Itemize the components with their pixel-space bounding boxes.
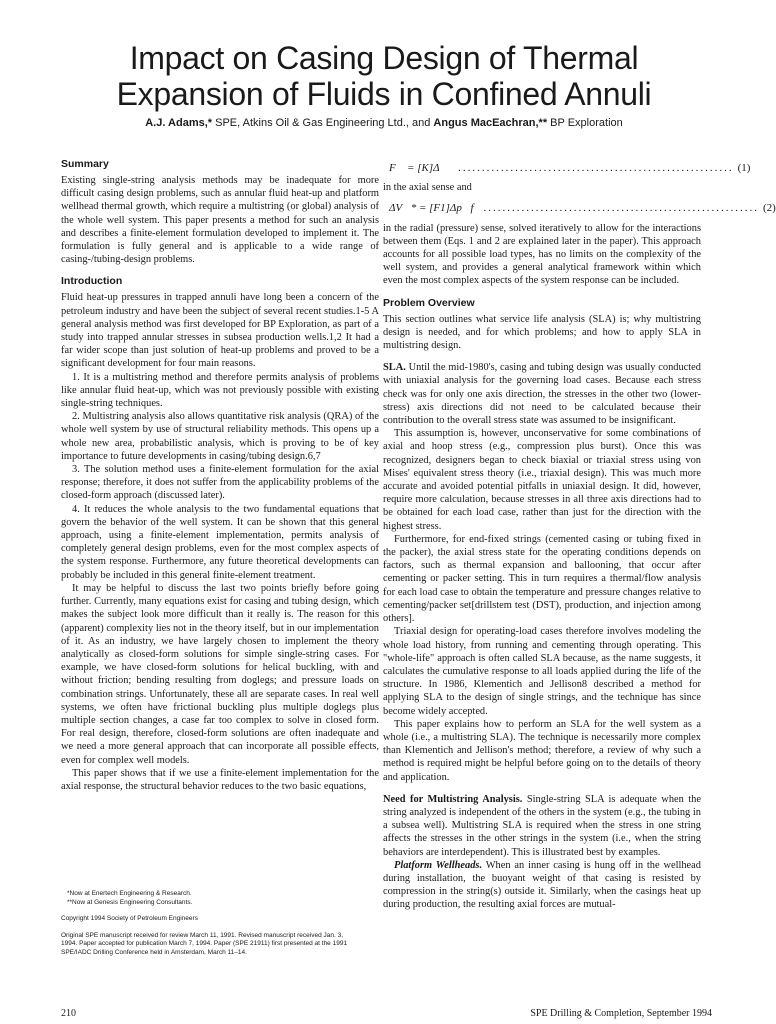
- sla-paragraph-1-text: Until the mid-1980's, casing and tubing design was usually conducted with uniaxial analysis for the governing load cases. Because each stress check was for only one axis direction, the stresses in the other two (lower-stress) axis directions did not need to be calculated because their contribution to the overall stress state was assumed to be insignificant.: [383, 362, 701, 427]
- sla-paragraph-5: This paper explains how to perform an SLA for the well system as a whole (i.e., a multistring SLA). The technique is necessarily more complex than Klementich and Jellison's method; therefore, a review of why such a method is required might be helpful before going on to the details of theory and application.: [383, 718, 701, 783]
- sla-paragraph-3: Furthermore, for end-fixed strings (cemented casing or tubing fixed in the packer), the axial stress state for the operating conditions depends on factors, such as thermal expansion and ballooning, that occur after cementing or packer setting. This in turn requires a thermal/flow analysis for each load case to obtain the temperature and pressure changes relative to cementing/packer set[drillstem test (DST), production, and injection among others].: [383, 533, 701, 625]
- overview-paragraph: This section outlines what service life analysis (SLA) is; why multistring design is needed, and for which problems; and how to apply SLA in multistring design.: [383, 313, 701, 352]
- introduction-heading: Introduction: [61, 275, 123, 288]
- equation-2-number: (2): [763, 202, 776, 215]
- multistring-need-text: Single-string SLA is adequate when the string analyzed is independent of the others in the system (e.g., the tubing in a subsea well). Multistring SLA is required when the stress in one string affects the stresses in the other strings in the system (i.e., when the string behaviors are interdependent). This is illustrated best by examples.: [383, 793, 701, 858]
- multistring-need-run-in-heading: Need for Multistring Analysis.: [383, 793, 523, 805]
- platform-wellheads-text: When an inner casing is hung off in the wellhead during installation, the buoyant weight of that casing is resisted by compression in the string(s) outside it. Similarly, when the casings heat up during production, the resulting axial forces are mutual-: [383, 859, 701, 911]
- page-number: 210: [61, 1008, 76, 1019]
- summary-heading: Summary: [61, 158, 109, 170]
- author-1-affiliation: SPE, Atkins Oil & Gas Engineering Ltd., and: [212, 117, 434, 129]
- multistring-need-paragraph: [383, 793, 701, 859]
- title-line-1: Impact on Casing Design of Thermal: [129, 40, 639, 76]
- equation-1-number: (1): [737, 162, 751, 174]
- copyright-notice: Copyright 1994 Society of Petroleum Engineers: [61, 915, 198, 923]
- intro-paragraph-7: This paper shows that if we use a finite-element implementation for the axial response, the structural behavior reduces to the two basic equations,: [61, 767, 379, 792]
- footnote-2: **Now at Genesis Engineering Consultants.: [67, 898, 193, 906]
- sla-paragraph-1: [383, 361, 701, 427]
- intro-paragraph-3: 2. Multistring analysis also allows quantitative risk analysis (QRA) of the whole well system by use of structural reliability methods. This opens up a whole new area, probabilistic analysis, which is proving to be of key importance to future developments in casing/tubing design.6,7: [61, 411, 379, 462]
- platform-wellheads-run-in-heading: Platform Wellheads.: [394, 859, 483, 871]
- right-column: [383, 158, 776, 912]
- sla-paragraph-4: Triaxial design for operating-load cases therefore involves modeling the whole load history, from running and cementing through operating. This "whole-life" approach is often called SLA because, as the name suggests, it calculates the cumulative response to all loads applied during the life of the structure. In 1986, Klementich and Jellison8 described a method for applying SLA to the design of single strings, and the technique has since become widely accepted.: [383, 626, 701, 717]
- sla-paragraph-2: This assumption is, however, unconservative for some combinations of axial and hoop stress (e.g., compression plus burst). Once this was recognized, designers began to check biaxial or triaxial stress using von Mises' equivalent stress theory (i.e., triaxial design). This was much more accurate and avoided potential pitfalls in uniaxial design. It did, however, require more calculation, because stresses in all three axis directions had to be obtained for each load case, rather than just for the direction with the highest stress.: [383, 428, 701, 532]
- intro-paragraph-1: Fluid heat-up pressures in trapped annuli have long been a concern of the petroleum industry and have been the subject of several recent studies.1-5 A general analysis method was first developed for BP Exploration, as part of a study into trapped annular stresses in subsea production wells.1,2 It had a far wider scope than just solution of heat-up problems and proved to be a significant development for four main reasons.: [61, 292, 379, 370]
- title-line-2: Expansion of Fluids in Confined Annuli: [116, 76, 652, 112]
- author-line: [0, 117, 768, 129]
- intro-paragraph-2: 1. It is a multistring method and therefore permits analysis of problems like annular fluid heat-up, which was not previously possible with existing single-string techniques.: [61, 371, 379, 410]
- equation-explanation: in the radial (pressure) sense, solved iteratively to allow for the interactions between them (Eqs. 1 and 2 are explained later in the paper). This approach accounts for all possible load types, has no limits on the complexity of the well system, and provides a general analytical framework within which even the most complex aspects of the system response can be included.: [383, 222, 701, 287]
- author-1: A.J. Adams,*: [145, 117, 213, 129]
- equation-2: ΔV⃗* = [F1]Δp⃗f .......................................................... (2): [389, 202, 776, 215]
- journal-footer: SPE Drilling & Completion, September 1994: [530, 1008, 712, 1019]
- footnote-1: *Now at Enertech Engineering & Research.: [67, 890, 192, 897]
- equation-1: F⃗ = [K]Δ⃗ .......................................................... (1): [389, 162, 751, 174]
- equation-2-expression: ΔV⃗* = [F1]Δp⃗f: [389, 202, 474, 215]
- manuscript-history: Original SPE manuscript received for review March 11, 1991. Revised manuscript received Jan. 3, 1994. Paper accepted for publication March 7, 1994. Paper (SPE 21911) first presented at the 1991 SPE/IADC Drilling Conference held in Amsterdam, March 11–14.: [61, 931, 348, 956]
- left-column: [61, 158, 379, 793]
- footnotes: [61, 890, 361, 958]
- sla-run-in-heading: SLA.: [383, 362, 406, 374]
- axial-sense-text: in the axial sense and: [383, 182, 472, 194]
- author-2-affiliation: BP Exploration: [547, 117, 623, 129]
- problem-overview-heading: Problem Overview: [383, 296, 475, 309]
- intro-paragraph-5: 4. It reduces the whole analysis to the two fundamental equations that govern the behavior of the well system. It can be shown that this general approach, using a finite-element implementation, permits analysis of completely general design problems, even for the most complex aspects of the system response. Furthermore, any future theoretical developments can probably be included in this general finite-element treatment.: [61, 503, 379, 581]
- platform-wellheads-paragraph: [383, 859, 701, 912]
- equation-1-expression: F⃗ = [K]Δ⃗: [389, 162, 449, 174]
- intro-paragraph-6: It may be helpful to discuss the last two points briefly before going further. Currently, many equations exist for casing and tubing design, which makes the subject look more difficult than it really is. The reason for this (apparent) complexity lies not in the theory itself, but in our implementation of it. As an industry, we have largely chosen to implement the theory analytically as closed-form solutions for simple single-string cases. For example, we have closed-form solutions for helical buckling, with and without friction; bending resulting from doglegs; and pressure loads on combination strings. Unfortunately, these all are separate cases. In real well systems, we often have frictional buckling plus multiple doglegs plus multiple section changes, a case far too complex to solve in closed form. For real design, therefore, closed-form solutions are often inadequate and we need a more general approach that can incorporate all possible effects, even for complex well models.: [61, 582, 379, 766]
- intro-paragraph-4: 3. The solution method uses a finite-element formulation for the axial response; therefore, it does not suffer from the applicability problems of the closed-form approach (discussed later).: [61, 464, 379, 502]
- summary-paragraph: Existing single-string analysis methods may be inadequate for more difficult casing design problems, such as annular fluid heat-up and platform wellhead thermal growth, which require a multistring (or global) analysis of the whole well system. This paper presents a method for such an analysis and describes a finite-element formulation developed to implement it. The formulation is fully general and is applicable to a wide range of casing-/tubing-design problems.: [61, 175, 379, 266]
- author-2: Angus MacEachran,**: [433, 117, 548, 129]
- paper-title: [0, 40, 768, 112]
